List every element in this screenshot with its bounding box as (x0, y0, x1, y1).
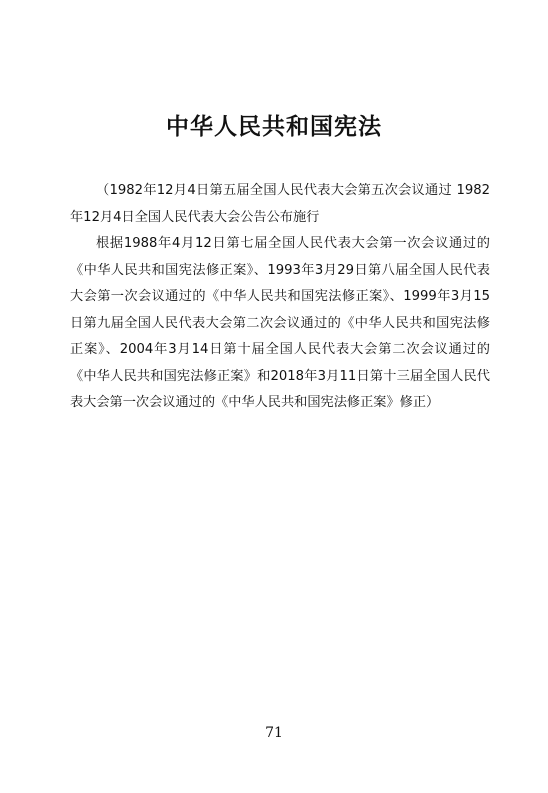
page-title: 中华人民共和国宪法 (166, 114, 382, 140)
adoption-note-paragraph: （1982年12月4日第五届全国人民代表大会第五次会议通过 1982年12月4日全国人民代表大会公告公布施行 (70, 183, 490, 225)
amendment-note-paragraph: 根据1988年4月12日第七届全国人民代表大会第一次会议通过的《中华人民共和国宪法修正案》、1993年3月29日第八届全国人民代表大会第一次会议通过的《中华人民共和国宪法修正案》、1999年3月15日第九届全国人民代表大会第二次会议通过的《中华人民共和国宪法修正案》、2004年3月14日第十届全国人民代表大会第二次会议通过的《中华人民共和国宪法修正案》和2018年3月11日第十三届全国人民代表大会第一次会议通过的《中华人民共和国宪法修正案》修正） (70, 236, 490, 410)
page-number: 71 (265, 725, 283, 741)
document-body (70, 178, 490, 417)
